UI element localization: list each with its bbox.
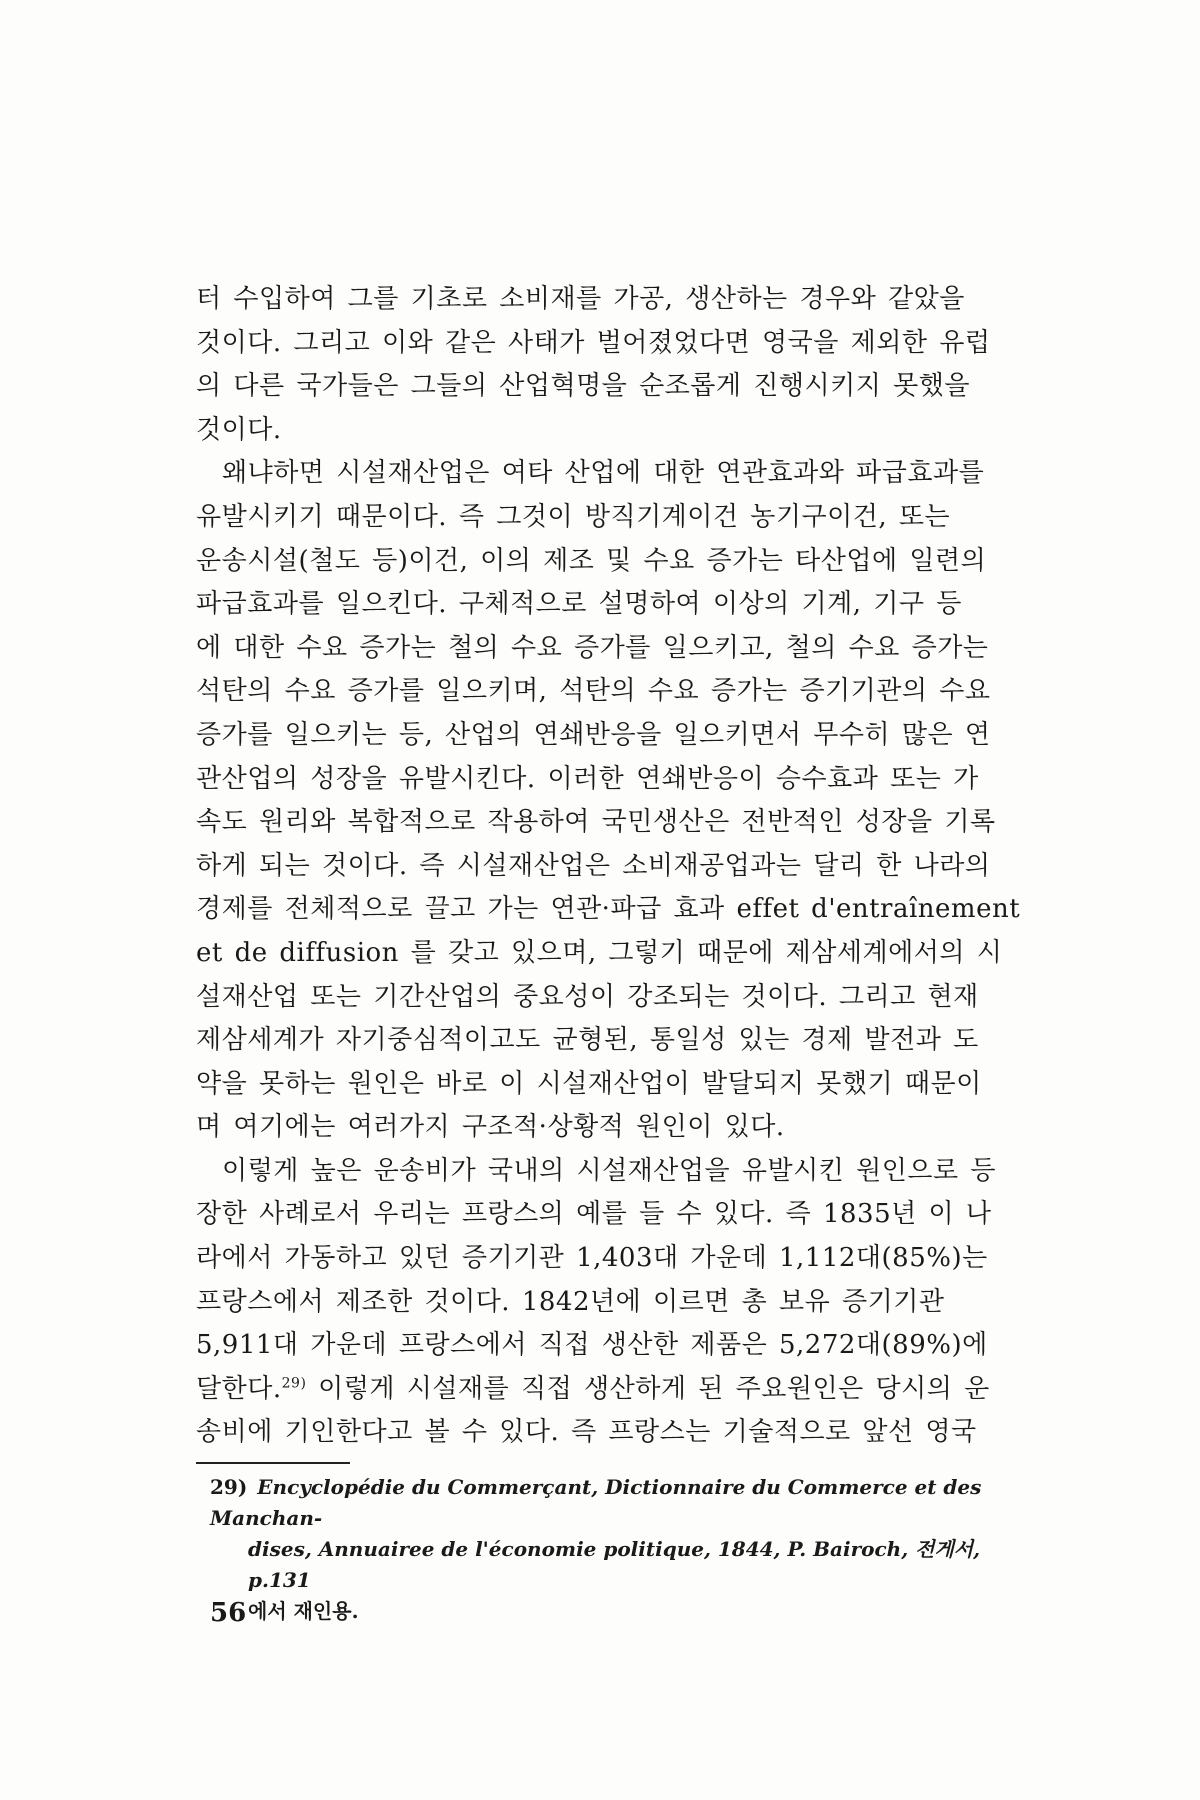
text-line: 며 여기에는 여러가지 구조적·상황적 원인이 있다.	[196, 1112, 785, 1143]
text-line: 것이다. 그리고 이와 같은 사태가 벌어졌었다면 영국을 제외한 유럽	[196, 327, 991, 358]
paragraph-1	[196, 278, 1042, 452]
text-line: 왜냐하면 시설재산업은 여타 산업에 대한 연관효과와 파급효과를	[222, 458, 985, 489]
text-line: 라에서 가동하고 있던 증기기관 1,403대 가운데 1,112대(85%)는	[196, 1243, 988, 1274]
text-line: 이렇게 높은 운송비가 국내의 시설재산업을 유발시킨 원인으로 등	[222, 1155, 996, 1186]
text-line: 터 수입하여 그를 기초로 소비재를 가공, 생산하는 경우와 같았을	[196, 284, 965, 314]
footnote-line	[210, 1534, 1042, 1596]
text-line: 것이다.	[196, 414, 282, 445]
text-line: 설재산업 또는 기간산업의 중요성이 강조되는 것이다. 그리고 현재	[196, 981, 979, 1012]
text-fragment: 이렇게 시설재를 직접 생산하게 된 주요원인은 당시의 운	[318, 1373, 990, 1404]
text-line: 5,911대 가운데 프랑스에서 직접 생산한 제품은 5,272대(89%)에	[196, 1330, 988, 1361]
footnote-text: dises, Annuairee de l'économie politique, 1844, P. Bairoch, 전게서, p.131	[248, 1537, 981, 1592]
paragraph-2	[196, 452, 1042, 1150]
text-line: 약을 못하는 원인은 바로 이 시설재산업이 발달되지 못했기 때문이	[196, 1068, 982, 1099]
text-fragment: 달한다.	[196, 1373, 282, 1404]
footnote-reference[interactable]: 29)	[281, 1375, 307, 1392]
text-line: 프랑스에서 제조한 것이다. 1842년에 이르면 총 보유 증기기관	[196, 1286, 945, 1317]
footnote-divider	[196, 1462, 350, 1464]
footnote-line: 에서 재인용.	[248, 1599, 359, 1623]
paragraph-3	[196, 1150, 1042, 1455]
footnote	[210, 1472, 1042, 1627]
body-text	[196, 278, 1042, 1455]
text-line: 송비에 기인한다고 볼 수 있다. 즉 프랑스는 기술적으로 앞선 영국	[196, 1417, 977, 1448]
text-line: 증가를 일으키는 등, 산업의 연쇄반응을 일으키면서 무수히 많은 연	[196, 719, 991, 750]
text-line: 제삼세계가 자기중심적이고도 균형된, 통일성 있는 경제 발전과 도	[196, 1025, 979, 1056]
text-line: 관산업의 성장을 유발시킨다. 이러한 연쇄반응이 승수효과 또는 가	[196, 763, 979, 794]
text-line: 의 다른 국가들은 그들의 산업혁명을 순조롭게 진행시키지 못했을	[196, 371, 970, 402]
text-line: 석탄의 수요 증가를 일으키며, 석탄의 수요 증가는 증기기관의 수요	[196, 676, 991, 707]
text-line: 유발시키기 때문이다. 즉 그것이 방직기계이건 농기구이건, 또는	[196, 501, 951, 532]
text-line: 경제를 전체적으로 끌고 가는 연관·파급 효과 effet d'entraînement	[196, 894, 1021, 925]
footnote-number: 29)	[210, 1475, 248, 1499]
footnote-text: Encyclopédie du Commerçant, Dictionnaire du Commerce et des Manchan-	[210, 1475, 982, 1530]
text-line: 속도 원리와 복합적으로 작용하여 국민생산은 전반적인 성장을 기록	[196, 807, 996, 838]
footnote-line	[210, 1472, 1042, 1534]
text-line: 운송시설(철도 등)이건, 이의 제조 및 수요 증가는 타산업에 일련의	[196, 545, 987, 576]
text-line-with-footnote-ref	[196, 1368, 1042, 1412]
text-line: 파급효과를 일으킨다. 구체적으로 설명하여 이상의 기계, 기구 등	[196, 589, 962, 620]
text-line: 장한 사례로서 우리는 프랑스의 예를 들 수 있다. 즉 1835년 이 나	[196, 1199, 992, 1230]
text-line: 하게 되는 것이다. 즉 시설재산업은 소비재공업과는 달리 한 나라의	[196, 850, 991, 881]
text-line: et de diffusion 를 갖고 있으며, 그렇기 때문에 제삼세계에서의 시	[196, 937, 1003, 968]
page-number: 56	[210, 1598, 247, 1628]
text-line: 에 대한 수요 증가는 철의 수요 증가를 일으키고, 철의 수요 증가는	[196, 632, 989, 663]
